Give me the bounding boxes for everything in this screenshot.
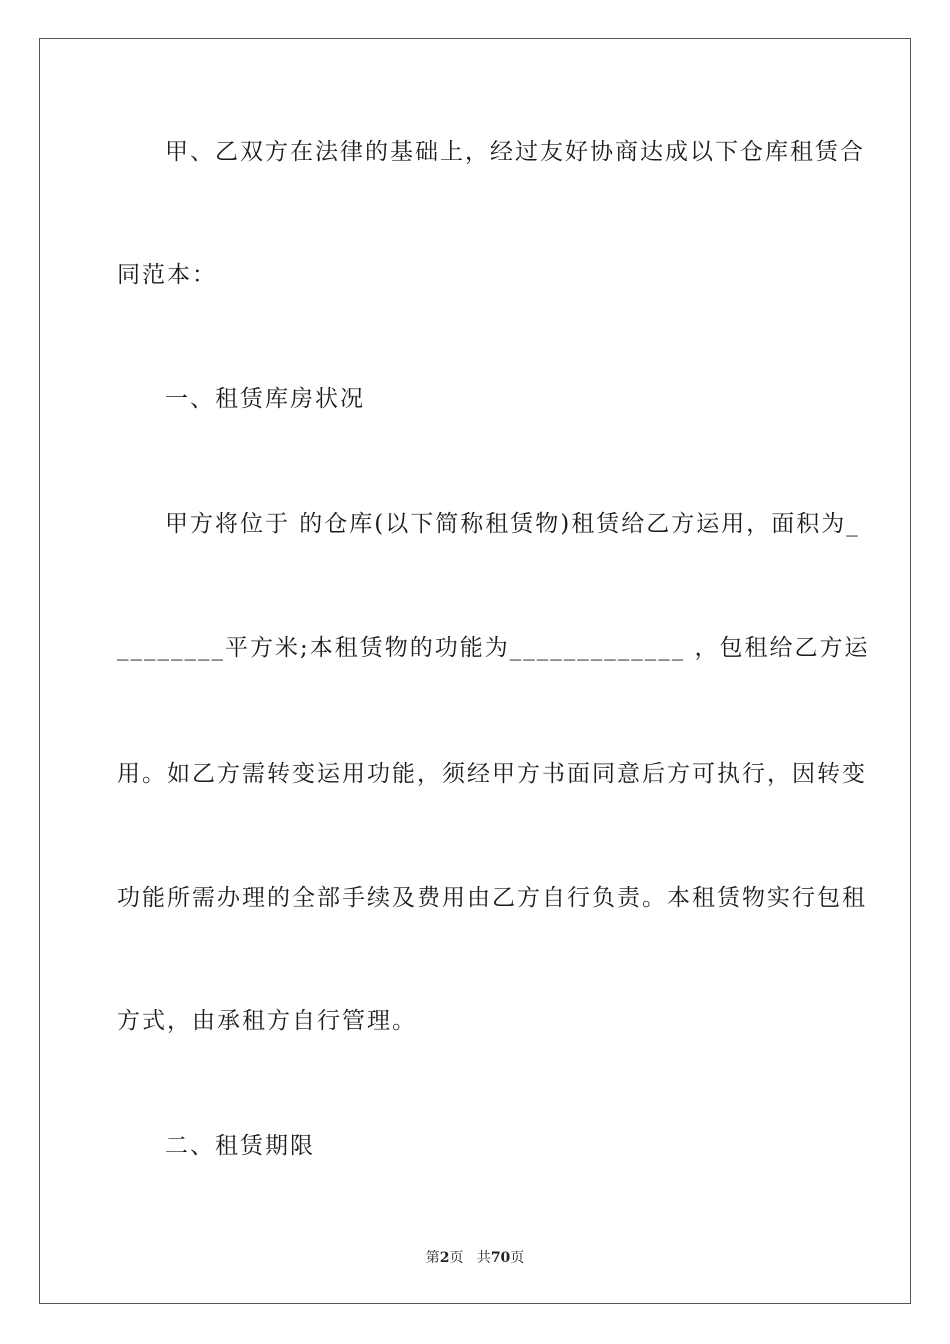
paragraph-line-5: 用。如乙方需转变运用功能，须经甲方书面同意后方可执行，因转变	[117, 761, 867, 787]
paragraph-line-7: 方式，由承租方自行管理。	[117, 1008, 417, 1034]
page-border	[39, 38, 911, 1304]
footer-total-suffix: 页	[510, 1250, 525, 1266]
section-heading-2: 二、租赁期限	[165, 1133, 315, 1159]
footer-page-suffix: 页	[449, 1250, 464, 1266]
footer-page-prefix: 第	[425, 1250, 440, 1266]
paragraph-line-3: 甲方将位于 的仓库(以下简称租赁物)租赁给乙方运用，面积为_	[165, 511, 860, 537]
footer-total-prefix: 共	[476, 1250, 491, 1266]
paragraph-line-6: 功能所需办理的全部手续及费用由乙方自行负责。本租赁物实行包租	[117, 885, 867, 911]
footer-total-pages: 70	[490, 1250, 511, 1266]
section-heading-1: 一、租赁库房状况	[165, 386, 365, 412]
paragraph-line-2: 同范本：	[117, 262, 217, 288]
page-footer	[0, 1247, 950, 1267]
paragraph-line-4: ________平方米;本租赁物的功能为_____________ ，包租给乙方运	[117, 635, 870, 661]
footer-page-number: 2	[439, 1250, 450, 1266]
paragraph-line-1: 甲、乙双方在法律的基础上，经过友好协商达成以下仓库租赁合	[165, 139, 865, 165]
